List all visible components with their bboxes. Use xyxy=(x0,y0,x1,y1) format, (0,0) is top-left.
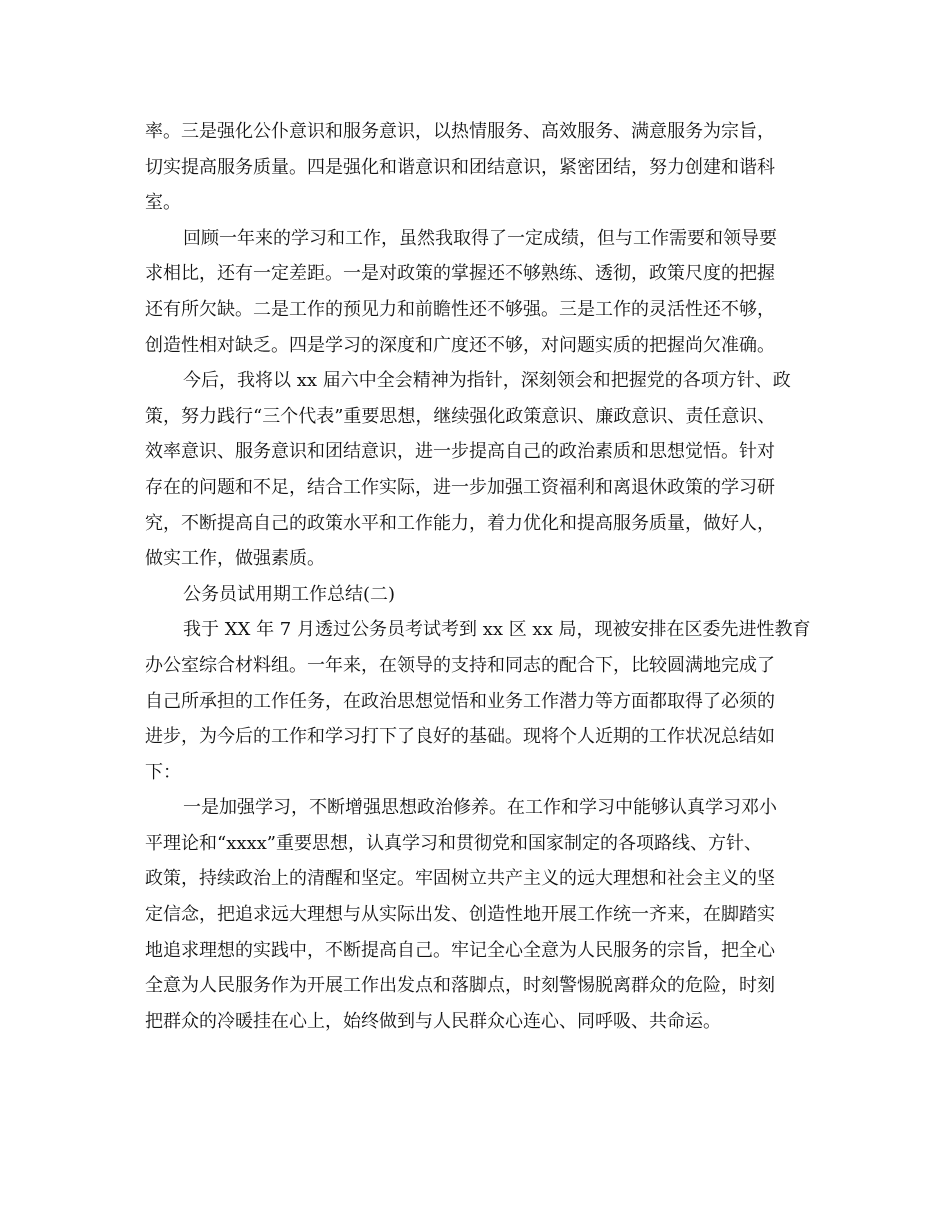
text-line: 究，不断提高自己的政策水平和工作能力，着力优化和提高服务质量，做好人， xyxy=(145,512,775,534)
text-line: 还有所欠缺。二是工作的预见力和前瞻性还不够强。三是工作的灵活性还不够， xyxy=(145,298,775,320)
text-line: 平理论和“xxxx”重要思想，认真学习和贯彻党和国家制定的各项路线、方针、 xyxy=(145,832,763,854)
text-line: 自己所承担的工作任务，在政治思想觉悟和业务工作潜力等方面都取得了必须的 xyxy=(145,690,775,712)
text-line: 效率意识、服务意识和团结意识，进一步提高自己的政治素质和思想觉悟。针对 xyxy=(145,441,775,463)
text-line: 切实提高服务质量。四是强化和谐意识和团结意识，紧密团结，努力创建和谐科 xyxy=(145,156,775,178)
text-line: 办公室综合材料组。一年来，在领导的支持和同志的配合下，比较圆满地完成了 xyxy=(145,654,775,676)
text-line: 策，努力践行“三个代表”重要思想，继续强化政策意识、廉政意识、责任意识、 xyxy=(145,405,776,427)
paragraph-first-line: 一是加强学习，不断增强思想政治修养。在工作和学习中能够认真学习邓小 xyxy=(183,797,777,819)
paragraph-first-line: 回顾一年来的学习和工作，虽然我取得了一定成绩，但与工作需要和领导要 xyxy=(183,227,777,249)
document-body xyxy=(145,114,810,1039)
section-heading: 公务员试用期工作总结(二) xyxy=(183,583,396,605)
text-line: 做实工作，做强素质。 xyxy=(145,548,325,570)
text-line: 把群众的冷暖挂在心上，始终做到与人民群众心连心、同呼吸、共命运。 xyxy=(145,1010,721,1032)
text-line: 定信念，把追求远大理想与从实际出发、创造性地开展工作统一齐来，在脚踏实 xyxy=(145,904,775,926)
text-line: 政策，持续政治上的清醒和坚定。牢固树立共产主义的远大理想和社会主义的坚 xyxy=(145,868,775,890)
text-line: 室。 xyxy=(145,192,181,214)
text-line: 全意为人民服务作为开展工作出发点和落脚点，时刻警惕脱离群众的危险，时刻 xyxy=(145,975,775,997)
text-line: 存在的问题和不足，结合工作实际，进一步加强工资福利和离退休政策的学习研 xyxy=(145,476,775,498)
text-line: 下： xyxy=(145,761,181,783)
text-line: 地追求理想的实践中，不断提高自己。牢记全心全意为人民服务的宗旨，把全心 xyxy=(145,939,775,961)
paragraph-first-line: 今后，我将以 xx 届六中全会精神为指针，深刻领会和把握党的各项方针、政 xyxy=(183,370,791,392)
text-line: 求相比，还有一定差距。一是对政策的掌握还不够熟练、透彻，政策尺度的把握 xyxy=(145,263,775,285)
text-line: 进步，为今后的工作和学习打下了良好的基础。现将个人近期的工作状况总结如 xyxy=(145,726,775,748)
text-line: 率。三是强化公仆意识和服务意识，以热情服务、高效服务、满意服务为宗旨， xyxy=(145,121,775,142)
text-line: 创造性相对缺乏。四是学习的深度和广度还不够，对问题实质的把握尚欠准确。 xyxy=(145,334,775,356)
paragraph-first-line: 我于 XX 年 7 月透过公务员考试考到 xx 区 xx 局，现被安排在区委先进性教育 xyxy=(183,619,811,641)
